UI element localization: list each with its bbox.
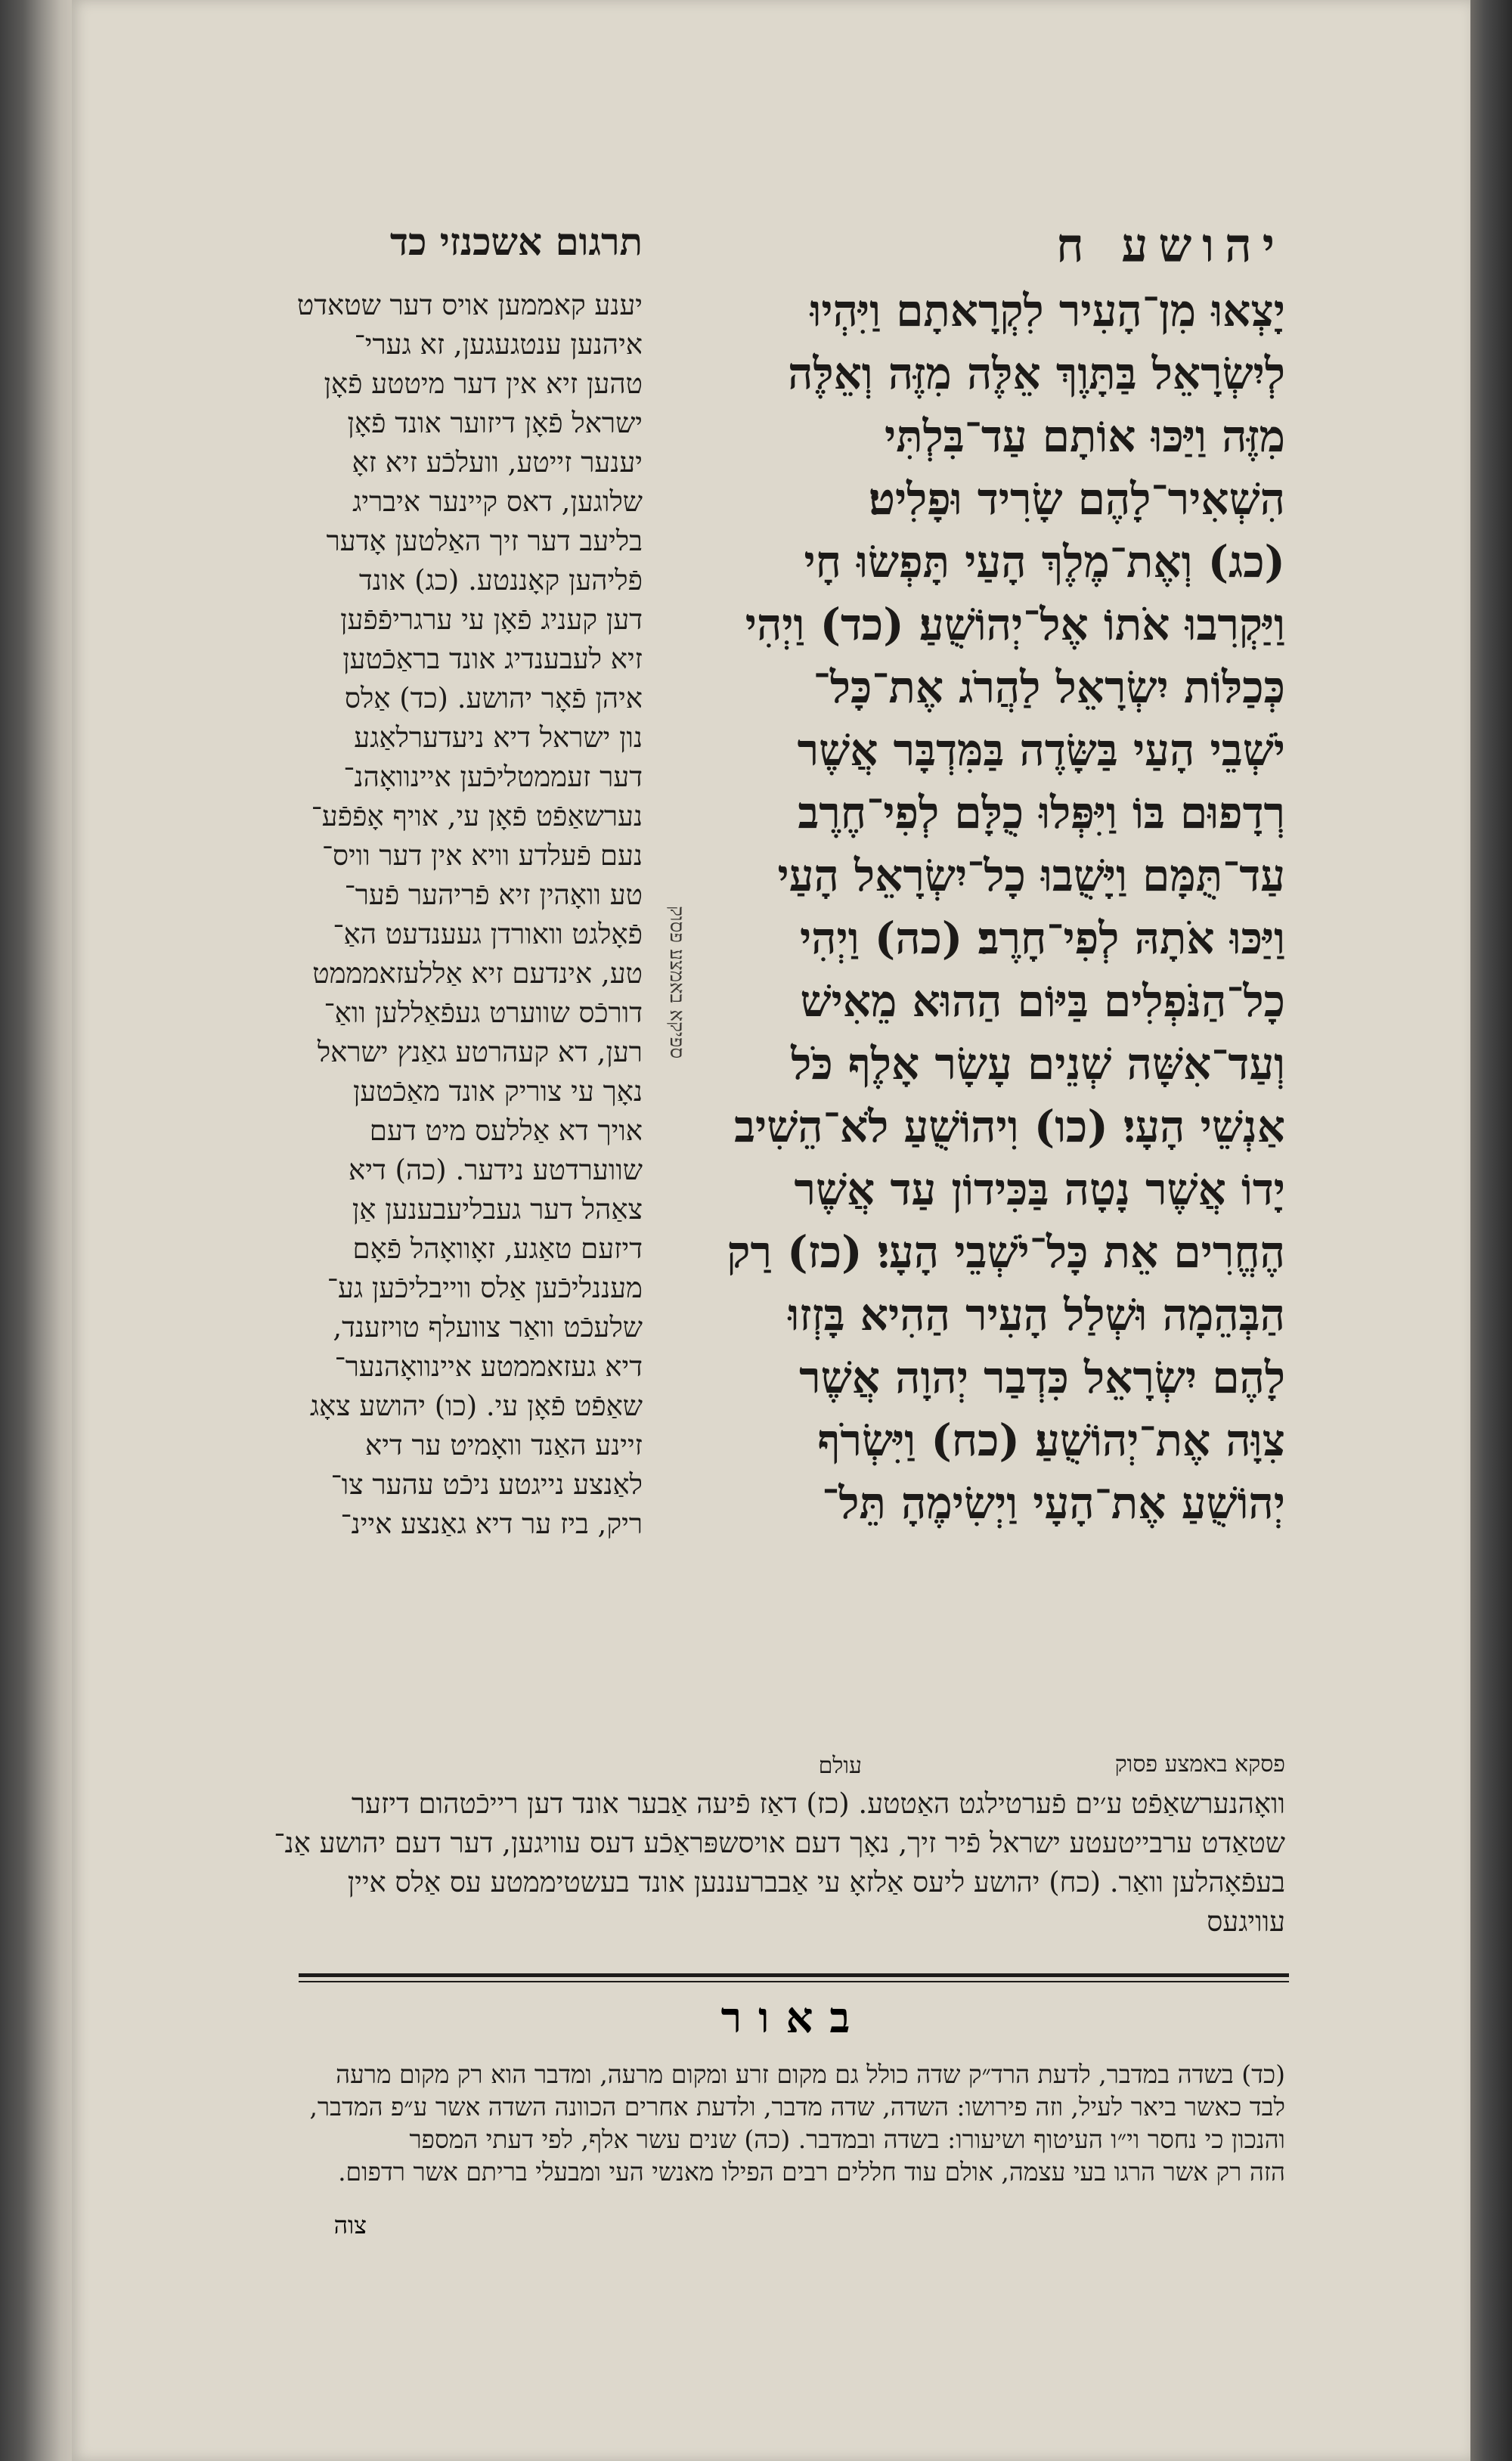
- translation-line: דורכֿס שווערט געפֿאַללען וואַ־: [324, 996, 643, 1029]
- commentary-line: (כד) בשדה במדבר, לדעת הרד״ק שדה כולל גם מקום זרע ומקום מרעה, ומדבר הוא רק מקום מרעה: [336, 2060, 1285, 2089]
- translation-line: שווערדטע נידער. (כה) דיא: [349, 1154, 643, 1186]
- main-text-line: יְהוֹשֻׁעַ אֶת־הָעָי וַיְשִׂימֶהָ תֵּל־: [822, 1477, 1285, 1529]
- commentary-line: לבד כאשר ביאר לעיל, וזה פירושו: השדה, שדה מדבר, ולדעת אחרים הכוונה השדה אשר ע״פ המדבר,: [309, 2092, 1285, 2122]
- translation-line: נון ישראל דיא ניעדערלאַגע: [354, 721, 643, 754]
- translation-line: פֿאָלגט וואורדן געענדעט האַ־: [333, 918, 643, 950]
- main-text-line: הִשְׁאִיר־לָהֶם שָׂרִיד וּפָלִיט׃: [868, 473, 1285, 525]
- translation-line: שלעכֿט וואַר צוועלף טויזענד,: [333, 1311, 643, 1344]
- main-text-line: הֶחֱרִים אֵת כָּל־יֹשְׁבֵי הָעָי׃ (כז) רַק: [727, 1226, 1285, 1278]
- translation-continuation: [227, 1784, 1285, 1943]
- translation-line: ישראל פֿאָן דיזוער אונד פֿאָן: [347, 407, 643, 439]
- translation-line: יענע קאממען אויס דער שטאדט: [296, 289, 643, 321]
- translation-line: טהען זיא אין דער מיטטע פֿאָן: [324, 367, 643, 400]
- divider-rule-thin: [299, 1981, 1289, 1982]
- translation-line: איהן פֿאָר יהושע. (כד) אַלס: [344, 682, 643, 714]
- translation-line: דער זעממטליכֿען איינוואָהנ־: [343, 761, 643, 793]
- biur-heading: באור: [720, 1993, 867, 2043]
- translation-line: שאַפֿט פֿאָן עי. (כו) יהושע צאָג: [309, 1390, 643, 1422]
- translation-line: זיא לעבענדיג אונד בראַכֿטען: [342, 643, 643, 675]
- main-text-line: מִזֶּה וַיַּכּוּ אוֹתָם עַד־בִּלְתִּי: [885, 411, 1285, 462]
- main-text-line: עַד־תֻּמָּם וַיָּשֻׁבוּ כָל־יִשְׂרָאֵל הָעַי: [777, 850, 1285, 901]
- translation-line: פֿליהען קאָננטע. (כג) אונד: [358, 564, 643, 597]
- translation-line: צאַהל דער געבליעבענען אַן: [352, 1193, 643, 1226]
- translation-line: ריק, ביז ער דיא גאַנצע איינ־: [340, 1508, 643, 1540]
- biur-commentary: [272, 2058, 1285, 2239]
- translation-line: איהנען ענטגעגען, זא גערי־: [354, 328, 643, 361]
- translation-line: לאַנצע נייגטע ניכֿט עהער צו־: [330, 1468, 643, 1501]
- main-text-line: לָהֶם יִשְׂרָאֵל כִּדְבַר יְהוָה אֲשֶׁר: [799, 1352, 1285, 1403]
- translation-column: [227, 286, 643, 1805]
- translation-line: שלוגען, דאס קיינער איבריג: [352, 485, 643, 518]
- translation-line: דיזעם טאַגע, זאָוואָהל פֿאָם: [352, 1232, 643, 1265]
- translation-line: טע, אינדעם זיא אַללעזאמממט: [312, 957, 643, 990]
- catchword: צוה: [333, 2211, 367, 2239]
- running-header-translation-page: תרגום אשכנזי כד: [389, 219, 643, 264]
- translation-line: שטאַדט ערבייטעטע ישראל פֿיר זיך, נאָך דעם אויסשפּראַכֿע דעס עוויגען, דער דעם יהושע אַנ־: [274, 1827, 1285, 1859]
- main-text-line: וְעַד־אִשָּׁה שְׁנֵים עָשָׂר אָלֶף כֹּל: [791, 1038, 1285, 1089]
- translation-line: בליעב דער זיך האַלטען אָדער: [326, 525, 643, 557]
- main-text-line: יָצְאוּ מִן־הָעִיר לִקְרָאתָם וַיִּהְיוּ: [810, 285, 1285, 336]
- main-text-line: יָדוֹ אֲשֶׁר נָטָה בַּכִּידוֹן עַד אֲשֶׁר: [794, 1164, 1285, 1215]
- translation-line: יענער זייטע, וועלכֿע זיא זאָ: [352, 446, 643, 479]
- translation-line: רען, דא קעהרטע גאַנץ ישראל: [317, 1036, 643, 1068]
- translation-line: מעננליכֿען אַלס ווייבליכֿען גע־: [327, 1272, 643, 1304]
- translation-line: נאָך עי צוריק אונד מאַכֿטען: [352, 1075, 643, 1108]
- main-text-line: אַנְשֵׁי הָעָי׃ (כו) וִיהוֹשֻׁעַ לֹא־הֵשִׁיב: [734, 1101, 1285, 1152]
- translation-line: זיינע האַנד וואָמיט ער דיא: [365, 1429, 643, 1461]
- main-text-line: רְדָפוּם בּוֹ וַיִּפְּלוּ כֻלָּם לְפִי־חֶרֶב: [798, 787, 1285, 838]
- translation-line: אויך דא אַללעס מיט דעם: [369, 1114, 643, 1147]
- translation-line: דיא געזאממטע איינוואָהנער־: [334, 1350, 643, 1383]
- translation-line: עוויגעס: [1207, 1905, 1285, 1938]
- olam-note: עולם: [818, 1753, 862, 1779]
- main-text-line: וַיַּכּוּ אֹתָהּ לְפִי־חָרֶב׃ (כה) וַיְהִי: [799, 913, 1285, 964]
- main-hebrew-text-column: [641, 280, 1285, 1754]
- commentary-line: והנכון כי נחסר וי״ו העיטוף ושיעורו: בשדה ובמדבר. (כה) שנים עשר אלף, לפי דעתי המספר: [409, 2125, 1285, 2154]
- running-header-book-chapter: יהושע ח: [1055, 218, 1285, 273]
- main-text-line: הַבְּהֵמָה וּשְׁלַל הָעִיר הַהִיא בָּזְזוּ: [788, 1289, 1285, 1341]
- translation-line: דען קעניג פֿאָן עי ערגריפֿפֿען: [340, 603, 643, 636]
- main-text-line: (כג) וְאֶת־מֶלֶךְ הָעַי תָּפְשׂוּ חָי: [804, 536, 1285, 587]
- pasuk-note: פסקא באמצע פסוק: [1114, 1751, 1285, 1778]
- translation-line: בעפֿאָהלען וואַר. (כח) יהושע ליעס אַלזאָ עי אַבברעננען אונד בעשטיממטע עס אַלס איין: [347, 1866, 1285, 1898]
- main-text-line: יֹשְׁבֵי הָעַי בַּשָּׂדֶה בַּמִּדְבָּר אֲשֶׁר: [797, 724, 1285, 776]
- translation-line: נעם פֿעלדע וויא אין דער וויס־: [321, 839, 643, 872]
- translation-line: וואָהנערשאַפֿט ע׳ים פֿערטילגט האַטטע. (כז) דאַז פֿיעה אַבער אונד דען רייכֿטהום דיזער: [351, 1787, 1285, 1820]
- main-text-line: כְּכַלּוֹת יִשְׂרָאֵל לַהֲרֹג אֶת־כָּל־: [813, 662, 1285, 713]
- translation-line: טע וואָהין זיא פֿריהער פֿער־: [344, 879, 643, 911]
- translation-line: נערשאַפֿט פֿאָן עי, אויף אָפֿפֿע־: [311, 800, 643, 832]
- main-text-line: לְיִשְׂרָאֵל בַּתָּוֶךְ אֵלֶּה מִזֶּה וְאֵלֶּה: [788, 348, 1285, 399]
- margin-note-vertical: ספיקא באמצע פסוק: [665, 905, 688, 1058]
- main-text-line: וַיַּקְרִבוּ אֹתוֹ אֶל־יְהוֹשֻׁעַ׃ (כד) וַיְהִי: [745, 599, 1285, 650]
- main-text-line: כָל־הַנֹּפְלִים בַּיּוֹם הַהוּא מֵאִישׁ: [800, 975, 1285, 1027]
- main-text-line: צִוָּה אֶת־יְהוֹשֻׁעַ׃ (כח) וַיִּשְׂרֹף: [817, 1415, 1285, 1466]
- divider-rule: [299, 1973, 1289, 1977]
- commentary-line: הזה רק אשר הרגו בעי עצמה, אולם עוד חללים רבים הפילו מאנשי העי ומבעלי בריתם אשר רדפום.: [338, 2157, 1285, 2187]
